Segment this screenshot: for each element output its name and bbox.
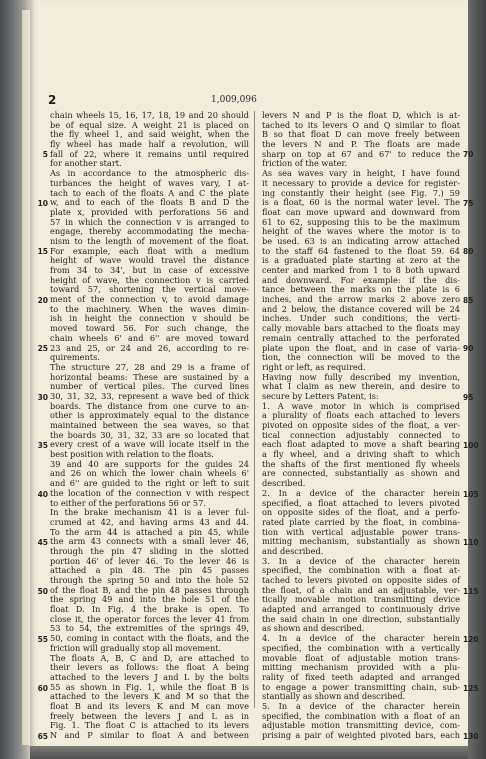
text-line: to either of the perforations 56 or 57. [50, 497, 206, 508]
text-line: As sea waves vary in height, I have found [262, 168, 460, 179]
text-line: and described. [262, 545, 324, 556]
text-line: specified, the combination with a float of an [262, 710, 460, 721]
text-line: and 6'' are guided to the right or left to suit [50, 478, 249, 489]
text-line: 50, coming in contact with the floats, and the [50, 633, 249, 644]
text-line: tical connection adjustably connected to [262, 429, 460, 440]
margin-line-number: 30 [37, 392, 48, 402]
margin-line-number: 25 [37, 344, 48, 354]
text-line: chain wheels 15, 16, 17, 18, 19 and 20 should [50, 110, 249, 120]
text-line: to the machinery. When the waves dimin- [50, 303, 249, 314]
text-line: mitting mechanism provided with a plu- [262, 662, 460, 673]
text-line: a fly wheel, and a driving shaft to which [262, 449, 460, 460]
text-line: the shafts of the first mentioned fly wheels [262, 458, 460, 469]
text-line: 4. In a device of the character herein [262, 633, 460, 644]
text-line: the boards 30, 31, 32, 33 are so located that [50, 429, 249, 440]
text-line: it necessary to provide a device for register- [262, 177, 460, 188]
text-line: The structure 27, 28 and 29 is a frame of [50, 361, 249, 372]
text-line: height of the waves where the motor is to [262, 226, 460, 237]
text-line: friction will gradually stop all movement. [50, 642, 222, 653]
text-line: every crest of a wave will locate itself in the [50, 439, 249, 450]
text-line: on opposite sides of the float, and a perfo- [262, 507, 460, 518]
text-line: moved toward 56. For such change, the [50, 323, 249, 334]
left-text-column [50, 111, 249, 741]
text-line: is a float, 60 is the normal water level. The [262, 197, 460, 208]
text-line: fall of 22, where it remains until required [50, 148, 249, 159]
text-line: tached to its levers O and Q similar to float [262, 119, 460, 130]
text-line: specified, a float attached to levers pivoted [262, 497, 460, 508]
bottom-shadow [30, 746, 468, 759]
text-line: inches. Under such conditions, the verti- [262, 313, 460, 324]
text-line: engage, thereby accommodating the mecha- [50, 226, 249, 237]
margin-line-number: 105 [463, 489, 479, 499]
text-line: plate x, provided with perforations 56 and [50, 206, 249, 217]
text-line: 30, 31, 32, 33, represent a wave bed of thick [50, 390, 249, 401]
text-line: For example, each float with a medium [50, 245, 249, 256]
text-line: crumed at 42, and having arms 43 and 44. [50, 516, 249, 527]
text-line: 2. In a device of the character herein [262, 487, 460, 498]
text-line: through the pin 47 sliding in the slotted [50, 545, 249, 556]
margin-line-number: 35 [37, 441, 48, 451]
text-line: tance between the marks on the plate is 6 [262, 284, 460, 295]
text-line: attached to the levers J and L by the bolts [50, 671, 249, 682]
text-line: and downward. For example: if the dis- [262, 274, 460, 285]
text-line: secure by Letters Patent, is: [262, 390, 379, 401]
text-line: for another start. [50, 158, 122, 169]
text-line: sharp on top at 67 and 67' to reduce the [262, 148, 460, 159]
margin-line-number: 75 [463, 198, 474, 208]
text-line: maintained between the sea waves, so that [50, 420, 249, 430]
text-line: tion with vertical adjustable power trans- [262, 526, 460, 537]
text-line: To the arm 44 is attached a pin 45, while [50, 526, 249, 537]
margin-line-number: 120 [463, 635, 479, 645]
text-line: w, and to each of the floats B and D the [50, 197, 249, 208]
text-line: a plurality of floats each attached to levers [262, 410, 460, 421]
margin-line-number: 70 [463, 150, 474, 160]
text-line: 1. A wave motor in which is comprised [262, 400, 460, 411]
page-stack-edge [22, 10, 30, 745]
text-line: 39 and 40 are supports for the guides 24 [50, 458, 249, 469]
text-line: friction of the water. [262, 158, 348, 169]
text-line: inches, and the arrow marks 2 above zero [262, 294, 460, 305]
text-line: height of wave would travel the distance [50, 255, 249, 266]
text-line: N and P similar to float A and between [50, 730, 249, 740]
margin-line-number: 100 [463, 441, 479, 451]
text-line: nism to the length of movement of the float. [50, 235, 249, 246]
text-line: plate upon the float, and in case of varia- [262, 342, 460, 353]
text-line: 61 to 62, supposing this to be the maximum [262, 216, 460, 227]
text-line: The floats A, B, C and D, are attached to [50, 652, 249, 663]
text-line: the levers N and P. The floats are made [262, 139, 460, 150]
text-line: the arm 43 connects with a small lever 46, [50, 536, 249, 547]
text-line: tached to levers pivoted on opposite sides of [262, 575, 460, 585]
text-line: chain wheels 6' and 6'' are moved toward [50, 332, 249, 343]
text-line: number of vertical piles. The curved lines [50, 381, 249, 392]
text-line: tically movable motion transmitting device [262, 594, 460, 605]
margin-line-number: 15 [37, 247, 48, 257]
text-line: B so that float D can move freely between [262, 129, 460, 140]
text-line: boards. The distance from one curve to an- [50, 400, 249, 411]
text-line: and 2 below, the distance covered will be 24 [262, 303, 460, 314]
text-line: adjustable motion transmitting device, com- [262, 720, 460, 731]
text-line: to the staff 64 fastened to the float 59. 64 [262, 245, 460, 256]
text-line: ment of the connection v, to avoid damage [50, 294, 249, 305]
text-line: close it, the operator forces the lever 41 from [50, 613, 249, 624]
text-line: is a graduated plate starting at zero at the [262, 255, 460, 266]
text-line: the said chain in one direction, substantially [262, 613, 460, 624]
text-line: through the spring 50 and into the hole 52 [50, 575, 249, 585]
text-line: to engage a power transmitting chain, sub- [262, 681, 460, 692]
text-line: each float adapted to move a shaft bearing [262, 439, 460, 450]
text-line: freely between the levers J and L as in [50, 710, 249, 721]
text-line: 3. In a device of the character herein [262, 555, 460, 566]
margin-line-number: 90 [463, 344, 474, 354]
right-shadow [468, 0, 486, 759]
text-line: Having now fully described my invention, [262, 371, 460, 382]
margin-line-number: 50 [37, 586, 48, 596]
margin-line-number: 110 [463, 538, 479, 548]
text-line: be used. 63 is an indicating arrow attached [262, 235, 460, 246]
text-line: described. [262, 478, 306, 489]
text-line: the fly wheel 1, and said weight, when the [50, 129, 249, 140]
text-line: tach to each of the floats A and C the plate [50, 187, 249, 198]
text-line: As in accordance to the atmospheric dis- [50, 168, 249, 179]
text-line: turbances the height of waves vary, I at- [50, 177, 249, 188]
text-line: float D. In Fig. 4 the brake is open. To [50, 604, 249, 615]
margin-line-number: 85 [463, 295, 474, 305]
text-line: quirements. [50, 352, 100, 363]
text-line: stantially as shown and described. [262, 691, 406, 702]
text-line: height of wave, the connection v is carried [50, 274, 249, 285]
text-line: right or left, as required. [262, 361, 366, 372]
text-line: 5. In a device of the character herein [262, 700, 460, 711]
margin-line-number: 130 [463, 732, 479, 742]
text-line: fly wheel has made half a revolution, will [50, 139, 249, 150]
text-line: 23 and 25, or 24 and 26, according to re- [50, 342, 249, 353]
text-line: of the float B, and the pin 48 passes through [50, 584, 249, 595]
margin-line-number: 45 [37, 538, 48, 548]
text-line: ing constantly their height (see Fig. 7.) 59 [262, 187, 460, 198]
text-line: float can move upward and downward from [262, 206, 460, 217]
margin-line-number: 40 [37, 489, 48, 499]
text-line: mitting mechanism, substantially as shown [262, 536, 460, 547]
margin-line-number: 55 [37, 635, 48, 645]
text-line: rality of fixed teeth adapted and arranged [262, 671, 460, 682]
text-line: portion 46' of lever 46. To the lever 46 is [50, 555, 249, 566]
text-line: specified, the combination with a float at- [262, 565, 460, 576]
text-line: prising a pair of weighted pivoted bars, each [262, 730, 460, 740]
text-line: what I claim as new therein, and desire to [262, 381, 460, 392]
text-line: float B and its levers K and M can move [50, 700, 249, 711]
margin-line-number: 5 [42, 150, 48, 160]
margin-line-number: 115 [463, 586, 479, 596]
margin-line-number: 65 [37, 732, 48, 742]
text-line: as shown and described. [262, 623, 365, 634]
text-line: their levers as follows: the float A being [50, 662, 249, 673]
margin-line-number: 95 [463, 392, 474, 402]
text-line: remain centrally attached to the perforated [262, 332, 460, 343]
text-line: ish in height the connection v should be [50, 313, 249, 324]
text-line: 55 as shown in Fig. 1, while the float B is [50, 681, 249, 692]
text-line: the float, of a chain and an adjustable, ver- [262, 584, 460, 595]
text-line: levers N and P is the float D, which is at- [262, 110, 460, 120]
text-line: In the brake mechanism 41 is a lever ful- [50, 507, 249, 518]
text-line: 57 in which the connection v is arranged to [50, 216, 249, 227]
text-line: and 26 on which the lower chain wheels 6' [50, 468, 249, 479]
text-line: center and marked from 1 to 8 both upward [262, 265, 460, 275]
text-line: the location of the connection v with respect [50, 487, 249, 498]
text-line: Fig. 1. The float C is attached to its levers [50, 720, 249, 731]
text-line: rated plate carried by the float, in combina- [262, 516, 460, 527]
text-line: cally movable bars attached to the floats may [262, 323, 460, 334]
text-line: adapted and arranged to continuously drive [262, 604, 460, 615]
page-number: 2 [48, 93, 57, 107]
text-line: from 34 to 34', but in case of excessive [50, 265, 249, 275]
text-line: are connected, substantially as shown and [262, 468, 460, 479]
patent-number: 1,009,096 [211, 95, 257, 105]
text-line: toward 57, shortening the vertical move- [50, 284, 249, 295]
text-line: pivoted on opposite sides of the float, a ver- [262, 420, 460, 430]
text-line: best position with relation to the floats. [50, 449, 214, 460]
text-line: tion, the connection will be moved to the [262, 352, 460, 363]
text-line: attached to the levers K and M so that the [50, 691, 249, 702]
text-line: 53 to 54, the extremities of the springs 49, [50, 623, 249, 634]
column-divider [254, 111, 255, 708]
margin-line-number: 20 [37, 295, 48, 305]
text-line: the spring 49 and into the hole 51 of the [50, 594, 249, 605]
margin-line-number: 10 [37, 198, 48, 208]
text-line: horizontal beams: These are sustained by a [50, 371, 249, 382]
text-line: be of equal size. A weight 21 is placed on [50, 119, 249, 130]
text-line: specified, the combination with a vertically [262, 642, 460, 653]
text-line: movable float of adjustable motion trans- [262, 652, 460, 663]
margin-line-number: 80 [463, 247, 474, 257]
margin-line-number: 125 [463, 683, 479, 693]
margin-line-number: 60 [37, 683, 48, 693]
text-line: other is approximately equal to the distance [50, 410, 249, 421]
text-line: attached a pin 48. The pin 45 passes [50, 565, 249, 576]
right-text-column [262, 111, 460, 741]
